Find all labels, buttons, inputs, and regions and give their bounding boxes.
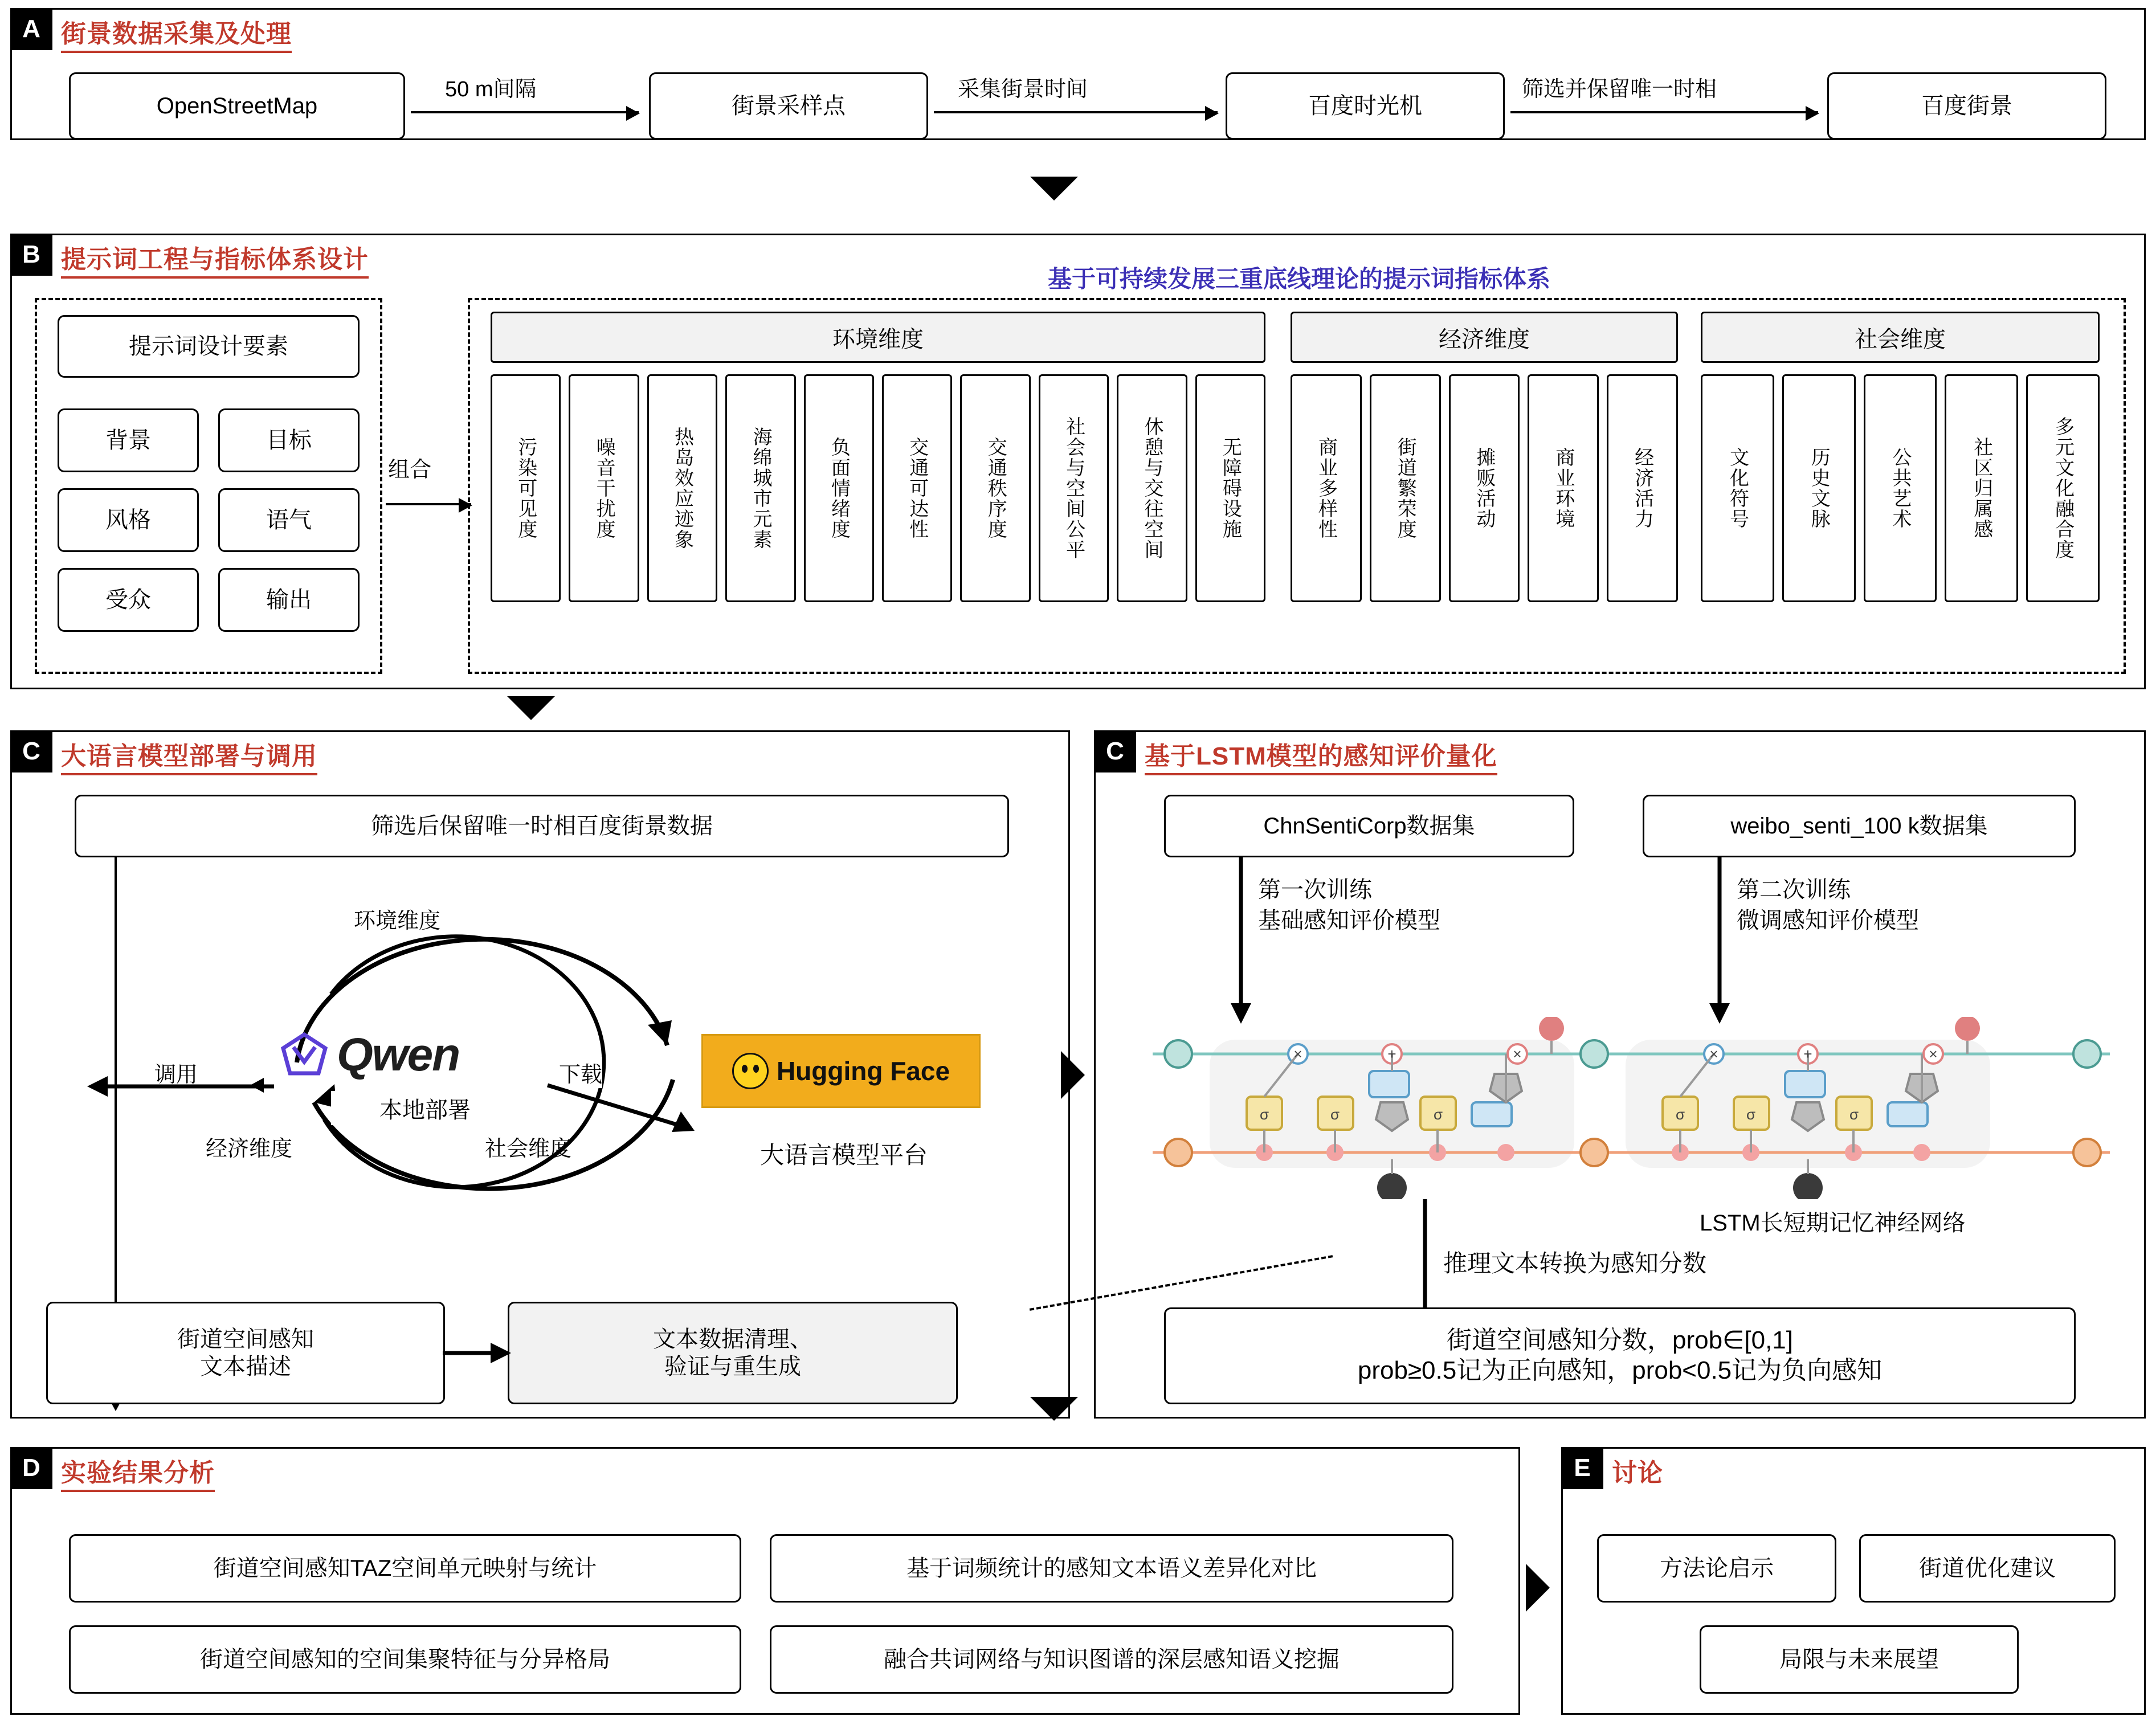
indicator-sponge-city[interactable]: 海绵城市元素 xyxy=(725,374,795,602)
section-b xyxy=(10,234,2146,689)
street-perception-text-box[interactable] xyxy=(46,1302,445,1404)
svg-text:σ: σ xyxy=(1330,1106,1340,1123)
section-b-tag: B xyxy=(10,234,52,276)
dimension-head-society: 社会维度 xyxy=(1701,312,2100,363)
lstm-caption: LSTM长短期记忆神经网络 xyxy=(1700,1211,1966,1236)
svg-text:σ: σ xyxy=(1675,1106,1685,1123)
indicator-pollution[interactable]: 污染可见度 xyxy=(491,374,561,602)
indicator-traffic-order[interactable]: 交通秩序度 xyxy=(960,374,1030,602)
section-a-tag: A xyxy=(10,8,52,50)
dataset-chnsenticorp[interactable]: ChnSentiCorp数据集 xyxy=(1164,795,1574,857)
platform-caption: 大语言模型平台 xyxy=(760,1142,928,1168)
svg-text:+: + xyxy=(1803,1045,1812,1062)
section-d-title: 实验结果分析 xyxy=(61,1452,215,1492)
svg-text:σ: σ xyxy=(1746,1106,1756,1123)
cycle-label-society: 社会维度 xyxy=(485,1137,572,1161)
discussion-item-limitations[interactable]: 局限与未来展望 xyxy=(1700,1625,2019,1694)
indicator-vendor-activity[interactable]: 摊贩活动 xyxy=(1449,374,1520,602)
dimension-head-environment: 环境维度 xyxy=(491,312,1265,363)
prompt-elements-title[interactable]: 提示词设计要素 xyxy=(58,315,360,378)
arrow-call-line xyxy=(80,1074,274,1099)
arrow-a1 xyxy=(411,111,639,113)
discussion-item-methodology[interactable]: 方法论启示 xyxy=(1597,1534,1836,1603)
svg-text:+: + xyxy=(1387,1045,1396,1062)
indicator-business-environment[interactable]: 商业环境 xyxy=(1528,374,1599,602)
section-e xyxy=(1561,1447,2146,1715)
arrow-bottom-c1 xyxy=(443,1340,517,1366)
arrow-d-to-e xyxy=(1526,1564,1550,1612)
discussion-item-street-optimization[interactable]: 街道优化建议 xyxy=(1859,1534,2116,1603)
perception-score-result xyxy=(1164,1307,2076,1404)
arrow-a3 xyxy=(1510,111,1818,113)
section-c1-tag: C xyxy=(10,730,52,772)
indicator-heat-island[interactable]: 热岛效应迹象 xyxy=(647,374,717,602)
edge-label-3: 筛选并保留唯一时相 xyxy=(1522,77,1717,101)
indicator-negative-emotion[interactable]: 负面情绪度 xyxy=(804,374,874,602)
framework-title: 基于可持续发展三重底线理论的提示词指标体系 xyxy=(1047,265,1550,292)
node-sample-points[interactable]: 街景采样点 xyxy=(649,72,928,140)
train-right-line2: 微调感知评价模型 xyxy=(1737,908,1919,933)
train-left-line2: 基础感知评价模型 xyxy=(1258,908,1440,933)
arrow-train-right xyxy=(1705,857,1734,1028)
arrow-combine xyxy=(386,503,471,505)
arrow-download-line xyxy=(536,1074,730,1142)
indicator-business-diversity[interactable]: 商业多样性 xyxy=(1291,374,1362,602)
train-left-labels xyxy=(1258,874,1440,936)
huggingface-name: Hugging Face xyxy=(776,1056,950,1086)
section-b-title: 提示词工程与指标体系设计 xyxy=(61,239,369,279)
svg-text:σ: σ xyxy=(1259,1106,1269,1123)
indicator-street-prosperity[interactable]: 街道繁荣度 xyxy=(1370,374,1441,602)
node-baidu-timemachine[interactable]: 百度时光机 xyxy=(1226,72,1505,140)
dimension-society-indicators xyxy=(1701,374,2100,602)
combine-label: 组合 xyxy=(388,458,432,482)
section-c-llm xyxy=(10,730,1070,1419)
train-right-line1: 第二次训练 xyxy=(1737,877,1851,902)
indicator-multicultural-integration[interactable]: 多元文化融合度 xyxy=(2026,374,2100,602)
prompt-element-output[interactable]: 输出 xyxy=(218,568,360,632)
lstm-diagram xyxy=(1153,1017,2110,1199)
arrow-a2 xyxy=(934,111,1218,113)
result-item-wordfreq-compare[interactable]: 基于词频统计的感知文本语义差异化对比 xyxy=(770,1534,1453,1603)
section-c2-title: 基于LSTM模型的感知评价量化 xyxy=(1145,735,1497,775)
indicator-cultural-symbol[interactable]: 文化符号 xyxy=(1701,374,1774,602)
dataset-weibo[interactable]: weibo_senti_100 k数据集 xyxy=(1643,795,2076,857)
convert-label: 推理文本转换为感知分数 xyxy=(1443,1250,1707,1277)
dimension-environment-indicators xyxy=(491,374,1265,602)
section-e-tag: E xyxy=(1561,1447,1603,1489)
section-c1-title: 大语言模型部署与调用 xyxy=(61,735,317,775)
local-deploy-label: 本地部署 xyxy=(331,1091,519,1125)
section-c-lstm xyxy=(1094,730,2146,1419)
indicator-social-spatial-equity[interactable]: 社会与空间公平 xyxy=(1039,374,1109,602)
result-item-knowledge-graph[interactable]: 融合共词网络与知识图谱的深层感知语义挖掘 xyxy=(770,1625,1453,1694)
edge-label-2: 采集街景时间 xyxy=(958,77,1088,101)
cycle-label-economy: 经济维度 xyxy=(206,1137,293,1161)
train-right-labels xyxy=(1737,874,1919,936)
section-d xyxy=(10,1447,1520,1715)
indicator-traffic-accessibility[interactable]: 交通可达性 xyxy=(882,374,952,602)
text-cleaning-line2: 验证与重生成 xyxy=(664,1354,801,1379)
arrow-b-to-c xyxy=(507,696,555,720)
section-a xyxy=(10,8,2146,140)
indicator-historical-context[interactable]: 历史文脉 xyxy=(1782,374,1856,602)
prompt-element-audience[interactable]: 受众 xyxy=(58,568,199,632)
node-openstreetmap[interactable]: OpenStreetMap xyxy=(69,72,405,140)
cycle-label-environment: 环境维度 xyxy=(354,909,441,933)
prompt-element-background[interactable]: 背景 xyxy=(58,408,199,472)
huggingface-face-icon xyxy=(732,1053,769,1089)
prompt-element-tone[interactable]: 语气 xyxy=(218,488,360,552)
result-line1: 街道空间感知分数，prob∈[0,1] xyxy=(1446,1326,1793,1355)
prompt-element-goal[interactable]: 目标 xyxy=(218,408,360,472)
arrow-c1-to-c2 xyxy=(1061,1051,1085,1099)
svg-text:×: × xyxy=(1929,1045,1938,1062)
train-left-line1: 第一次训练 xyxy=(1258,877,1372,902)
qwen-logo xyxy=(280,1028,459,1082)
indicator-noise[interactable]: 噪音干扰度 xyxy=(569,374,639,602)
prompt-element-style[interactable]: 风格 xyxy=(58,488,199,552)
qwen-name: Qwen xyxy=(337,1029,460,1081)
node-baidu-streetview[interactable]: 百度街景 xyxy=(1827,72,2106,140)
svg-text:×: × xyxy=(1513,1045,1522,1062)
arrow-train-left xyxy=(1227,857,1255,1028)
result-line2: prob≥0.5记为正向感知，prob<0.5记为负向感知 xyxy=(1357,1356,1883,1384)
svg-text:×: × xyxy=(1293,1045,1302,1062)
indicator-accessibility-facility[interactable]: 无障碍设施 xyxy=(1195,374,1265,602)
result-item-spatial-cluster[interactable]: 街道空间感知的空间集聚特征与分异格局 xyxy=(69,1625,741,1694)
dimension-head-economy: 经济维度 xyxy=(1291,312,1678,363)
street-perception-text-line1: 街道空间感知 xyxy=(177,1327,314,1352)
indicator-community-belonging[interactable]: 社区归属感 xyxy=(1945,374,2018,602)
dashed-link-from-c1 xyxy=(1030,1255,1333,1311)
dimension-economy-indicators xyxy=(1291,374,1678,602)
download-label: 下载 xyxy=(559,1057,602,1088)
text-cleaning-box[interactable] xyxy=(508,1302,958,1404)
indicator-public-art[interactable]: 公共艺术 xyxy=(1864,374,1937,602)
indicator-framework xyxy=(468,265,2126,674)
section-a-title: 街景数据采集及处理 xyxy=(61,13,292,53)
huggingface-platform-logo[interactable] xyxy=(701,1034,981,1108)
arrow-c-to-d xyxy=(1030,1397,1078,1421)
result-item-taz-mapping[interactable]: 街道空间感知TAZ空间单元映射与统计 xyxy=(69,1534,741,1603)
text-cleaning-line1: 文本数据清理、 xyxy=(653,1327,812,1352)
section-e-title: 讨论 xyxy=(1612,1459,1663,1487)
indicator-leisure-space[interactable]: 休憩与交往空间 xyxy=(1117,374,1187,602)
indicator-economic-vitality[interactable]: 经济活力 xyxy=(1607,374,1678,602)
section-d-tag: D xyxy=(10,1447,52,1489)
street-perception-text-line2: 文本描述 xyxy=(200,1354,291,1379)
streetview-data-box[interactable]: 筛选后保留唯一时相百度街景数据 xyxy=(75,795,1009,857)
call-label: 调用 xyxy=(154,1057,198,1088)
prompt-elements-group xyxy=(35,298,382,674)
qwen-mark-icon xyxy=(280,1032,329,1078)
edge-label-1: 50 m间隔 xyxy=(445,77,537,101)
section-c2-tag: C xyxy=(1094,730,1136,772)
svg-text:σ: σ xyxy=(1433,1106,1443,1123)
svg-text:×: × xyxy=(1709,1045,1718,1062)
arrow-a-to-b xyxy=(1030,177,1078,201)
svg-text:σ: σ xyxy=(1849,1106,1859,1123)
